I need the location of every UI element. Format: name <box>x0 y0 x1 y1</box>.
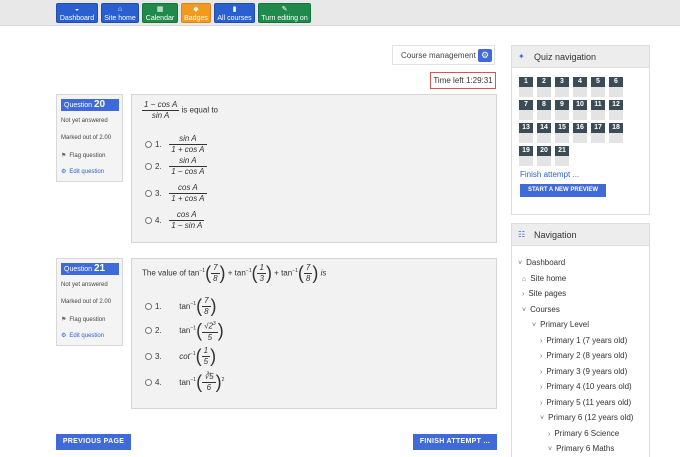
question-text: $\frac{\text{1 − cos A}}{\text{sin A}}$ is equal to <box>144 100 218 120</box>
quiz-nav-button-5[interactable] <box>591 77 605 97</box>
nav-item-primary-2-8-years-old[interactable] <box>540 351 627 360</box>
quiz-nav-number: 10 <box>573 100 587 110</box>
quiz-nav-status <box>537 110 551 120</box>
quiz-nav-status <box>519 156 533 166</box>
question-number-badge: Question 21 <box>61 263 119 275</box>
question-number-badge: Question 20 <box>61 99 119 111</box>
question-info-20 <box>56 94 123 182</box>
finish-attempt-link[interactable]: Finish attempt ... <box>520 170 580 179</box>
nav-item-label: Primary 4 (10 years old) <box>546 382 632 391</box>
quiz-nav-number: 6 <box>609 77 623 87</box>
quiz-nav-status <box>519 87 533 97</box>
quiz-nav-button-6[interactable] <box>609 77 623 97</box>
site-home-button[interactable]: ⌂ Site home <box>101 3 139 23</box>
question-state: Not yet answered <box>61 282 108 288</box>
radio-button[interactable] <box>145 141 152 148</box>
quiz-nav-status <box>609 133 623 143</box>
chevron-right-icon: › <box>540 337 543 345</box>
gear-icon[interactable]: ⚙ <box>478 49 492 62</box>
nav-item-site-pages[interactable] <box>522 289 566 298</box>
quiz-nav-button-18[interactable] <box>609 123 623 143</box>
flag-icon: ⚑ <box>61 317 67 323</box>
nav-item-label: Primary 6 (12 years old) <box>548 413 634 422</box>
quiz-nav-button-9[interactable] <box>555 100 569 120</box>
radio-button[interactable] <box>145 327 152 334</box>
block-header: ✦ Quiz navigation <box>512 46 649 68</box>
chevron-right-icon: › <box>540 384 543 391</box>
quiz-nav-status <box>591 110 605 120</box>
start-new-preview-button[interactable]: START A NEW PREVIEW <box>520 184 606 197</box>
edit-question-link[interactable]: ⚙ Edit question <box>61 169 105 175</box>
radio-button[interactable] <box>145 303 152 310</box>
gear-icon: ⚙ <box>61 333 67 339</box>
answer-option-3[interactable]: 3. $\cot^{-1}$( $\frac{1}{5}$ ) <box>145 346 216 367</box>
finish-attempt-button[interactable]: FINISH ATTEMPT ... <box>413 434 497 450</box>
edit-icon: ✎ <box>281 6 288 13</box>
home-icon: ⌂ <box>522 275 527 283</box>
quiz-nav-number: 13 <box>519 123 533 133</box>
nav-item-label: Primary 2 (8 years old) <box>546 351 628 360</box>
chevron-right-icon: › <box>548 430 551 438</box>
answer-option-1[interactable]: 1. $\tan^{-1}$( $\frac{7}{8}$ ) <box>145 296 217 317</box>
turn-editing-on-button[interactable]: ✎ Turn editing on <box>258 3 311 23</box>
quiz-nav-button-1[interactable] <box>519 77 533 97</box>
quiz-nav-button-12[interactable] <box>609 100 623 120</box>
quiz-nav-number: 18 <box>609 123 623 133</box>
quiz-nav-status <box>573 87 587 97</box>
chevron-down-icon: ˅ <box>518 260 523 267</box>
answer-option-1[interactable]: 1. $\frac{\text{sin A}}{\text{1 + cos A}}$ <box>145 134 207 155</box>
radio-button[interactable] <box>145 217 152 224</box>
answer-option-4[interactable]: 4. $\frac{\text{cos A}}{\text{1 − sin A}}$ <box>145 210 204 231</box>
nav-item-dashboard[interactable] <box>518 258 565 267</box>
nav-item-site-home[interactable] <box>522 274 566 283</box>
quiz-nav-number: 21 <box>555 146 569 156</box>
nav-item-label: Primary Level <box>540 320 589 329</box>
flag-question[interactable]: ⚑ Flag question <box>61 153 106 159</box>
quiz-nav-number: 7 <box>519 100 533 110</box>
calendar-icon: ▦ <box>156 6 164 13</box>
quiz-nav-number: 12 <box>609 100 623 110</box>
answer-option-3[interactable]: 3. $\frac{\text{cos A}}{\text{1 + cos A}}$ <box>145 183 207 204</box>
quiz-nav-status <box>555 156 569 166</box>
quiz-nav-status <box>519 110 533 120</box>
quiz-nav-status <box>591 133 605 143</box>
quiz-nav-status <box>573 133 587 143</box>
nav-item-primary-3-9-years-old[interactable] <box>540 367 627 376</box>
chevron-down-icon: ˅ <box>548 446 553 453</box>
quiz-nav-button-15[interactable] <box>555 123 569 143</box>
chevron-right-icon: › <box>540 399 543 407</box>
quiz-nav-number: 17 <box>591 123 605 133</box>
question-text: The value of $\tan^{-1}$( $\frac{7}{8}$ ) + $\tan^{-1}$( $\frac{1}{3}$ ) + $\tan^{-1}$( $\frac{7}{8}$ ) is <box>142 263 327 283</box>
answer-option-4[interactable]: 4. $\tan^{-1}$( $\frac{∛5}{6}$ )$^2$ <box>145 372 224 393</box>
quiz-nav-number: 4 <box>573 77 587 87</box>
quiz-nav-status <box>555 133 569 143</box>
quiz-nav-button-4[interactable] <box>573 77 587 97</box>
question-21-content <box>131 258 497 409</box>
radio-button[interactable] <box>145 379 152 386</box>
top-toolbar <box>0 0 680 26</box>
quiz-nav-status <box>519 133 533 143</box>
chevron-down-icon: ˅ <box>540 415 545 422</box>
quiz-nav-button-17[interactable] <box>591 123 605 143</box>
chevron-right-icon: › <box>522 291 525 298</box>
nav-item-label: Primary 6 Science <box>554 428 620 438</box>
nav-item-label: Site home <box>530 273 567 283</box>
badge-icon: ◆ <box>193 6 199 13</box>
chevron-right-icon: › <box>540 368 543 376</box>
dashboard-button[interactable]: ◒ Dashboard <box>56 3 98 23</box>
nav-item-primary-6-12-years-old[interactable] <box>540 413 633 422</box>
all-courses-button[interactable]: ▮ All courses <box>214 3 255 23</box>
question-grade: Marked out of 2.00 <box>61 299 112 305</box>
radio-button[interactable] <box>145 190 152 197</box>
block-header: ☷ Navigation <box>512 224 649 246</box>
nav-item-primary-5-11-years-old[interactable] <box>540 398 631 407</box>
nav-item-primary-6-science[interactable] <box>548 429 619 438</box>
quiz-nav-button-10[interactable] <box>573 100 587 120</box>
chevron-down-icon: ˅ <box>532 322 537 329</box>
quiz-nav-button-3[interactable] <box>555 77 569 97</box>
question-state: Not yet answered <box>61 118 108 124</box>
quiz-nav-number: 9 <box>555 100 569 110</box>
question-grade: Marked out of 2.00 <box>61 135 112 141</box>
question-20-content <box>131 94 497 243</box>
dashboard-icon: ◒ <box>74 6 80 13</box>
quiz-nav-button-14[interactable] <box>537 123 551 143</box>
nav-item-label: Dashboard <box>526 258 566 267</box>
course-management-button[interactable]: Course management ⚙ <box>392 45 495 65</box>
quiz-nav-status <box>573 110 587 120</box>
nav-item-primary-level[interactable] <box>532 320 589 329</box>
quiz-nav-button-8[interactable] <box>537 100 551 120</box>
badges-button[interactable]: ◆ Badges <box>181 3 211 23</box>
quiz-nav-number: 3 <box>555 77 569 87</box>
nav-item-primary-6-maths[interactable] <box>548 444 614 453</box>
nav-item-primary-1-7-years-old[interactable] <box>540 336 627 345</box>
quiz-nav-status <box>555 110 569 120</box>
sitemap-icon: ☷ <box>518 230 526 239</box>
answer-option-2[interactable]: 2. $\frac{\text{sin A}}{\text{1 − cos A}}$ <box>145 156 207 177</box>
quiz-nav-number: 5 <box>591 77 605 87</box>
nav-item-label: Courses <box>530 304 560 314</box>
quiz-nav-status <box>555 87 569 97</box>
quiz-nav-number: 19 <box>519 146 533 156</box>
quiz-nav-button-19[interactable] <box>519 146 533 166</box>
nav-item-label: Primary 6 Maths <box>556 444 615 453</box>
time-left: Time left 1:29:31 <box>430 72 496 89</box>
chevron-right-icon: › <box>540 353 543 360</box>
quiz-nav-status <box>609 87 623 97</box>
navigation-block <box>511 223 650 457</box>
nav-item-label: Site pages <box>528 289 567 298</box>
quiz-nav-status <box>537 156 551 166</box>
home-icon: ⌂ <box>117 6 123 13</box>
quiz-nav-number: 14 <box>537 123 551 133</box>
quiz-nav-number: 2 <box>537 77 551 87</box>
nav-item-label: Primary 1 (7 years old) <box>546 335 628 345</box>
chevron-down-icon: ˅ <box>522 306 527 314</box>
flag-icon: ⚑ <box>61 153 67 159</box>
quiz-nav-button-11[interactable] <box>591 100 605 120</box>
quiz-nav-number: 1 <box>519 77 533 87</box>
quiz-nav-button-2[interactable] <box>537 77 551 97</box>
quiz-nav-number: 20 <box>537 146 551 156</box>
quiz-nav-status <box>537 87 551 97</box>
quiz-nav-number: 15 <box>555 123 569 133</box>
quiz-nav-button-13[interactable] <box>519 123 533 143</box>
quiz-nav-number: 8 <box>537 100 551 110</box>
pin-icon[interactable]: ✦ <box>518 52 525 61</box>
nav-item-label: Primary 5 (11 years old) <box>546 397 632 407</box>
quiz-nav-status <box>609 110 623 120</box>
quiz-nav-status <box>591 87 605 97</box>
nav-item-courses[interactable] <box>522 305 560 314</box>
quiz-nav-button-7[interactable] <box>519 100 533 120</box>
quiz-nav-number: 11 <box>591 100 605 110</box>
calendar-button[interactable]: ▦ Calendar <box>142 3 178 23</box>
book-icon: ▮ <box>232 6 237 13</box>
quiz-nav-status <box>537 133 551 143</box>
radio-button[interactable] <box>145 163 152 170</box>
quiz-nav-button-16[interactable] <box>573 123 587 143</box>
quiz-nav-button-21[interactable] <box>555 146 569 166</box>
question-info-21 <box>56 258 123 346</box>
nav-item-label: Primary 3 (9 years old) <box>546 366 628 376</box>
quiz-navigation-block <box>511 45 650 215</box>
quiz-nav-number: 16 <box>573 123 587 133</box>
edit-question-link[interactable]: ⚙ Edit question <box>61 333 105 339</box>
previous-page-button[interactable]: PREVIOUS PAGE <box>56 434 131 450</box>
nav-item-primary-4-10-years-old[interactable] <box>540 382 632 391</box>
radio-button[interactable] <box>145 353 152 360</box>
flag-question[interactable]: ⚑ Flag question <box>61 317 106 323</box>
quiz-nav-button-20[interactable] <box>537 146 551 166</box>
gear-icon: ⚙ <box>61 169 67 175</box>
answer-option-2[interactable]: 2. $\tan^{-1}$( $\frac{√2^3}{5}$ ) <box>145 319 224 343</box>
